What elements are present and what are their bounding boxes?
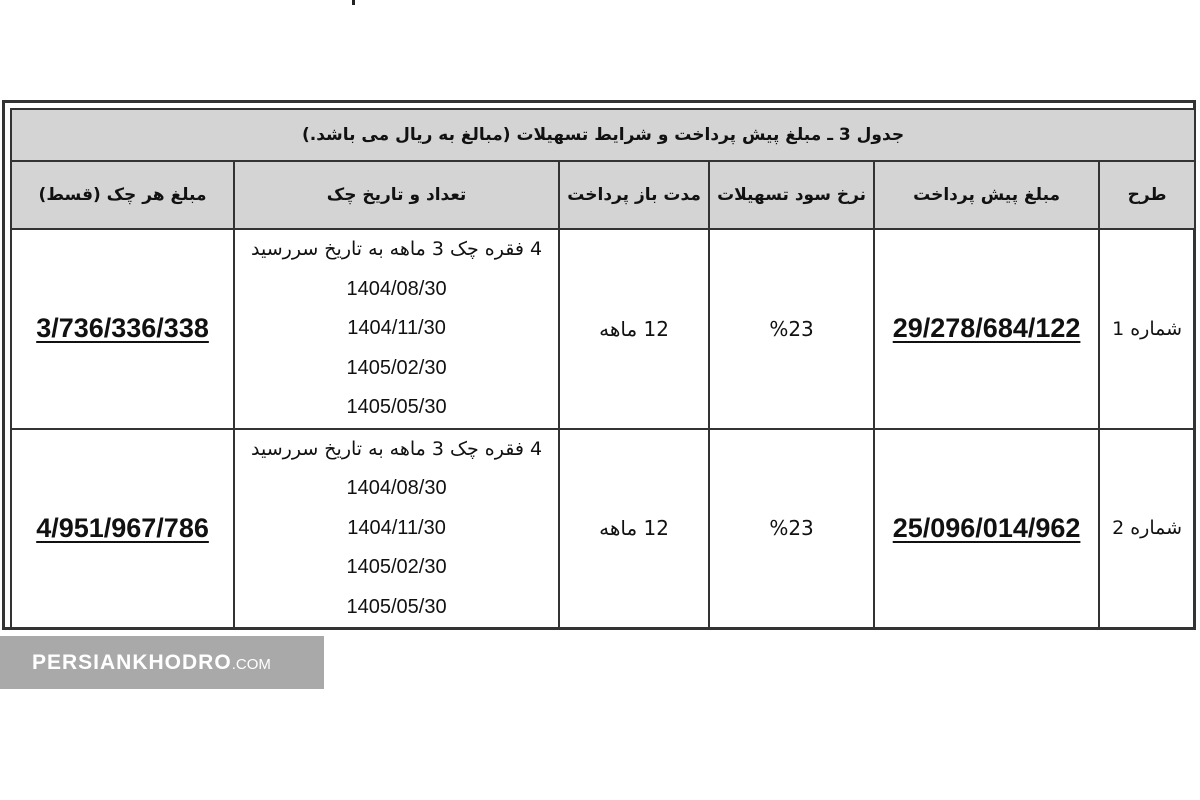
check-date: 1404/08/30 bbox=[346, 477, 447, 499]
prepayment-cell bbox=[874, 229, 1099, 429]
prepayment-amount: 25/096/014/962 bbox=[892, 512, 1081, 543]
interest-rate-cell bbox=[709, 229, 874, 429]
watermark-brand: PERSIANKHODRO bbox=[32, 650, 232, 674]
check-date: 1405/05/30 bbox=[346, 396, 447, 418]
header-prepayment: مبلغ پیش پرداخت bbox=[874, 161, 1099, 229]
interest-rate-value: %23 bbox=[769, 516, 814, 541]
payment-conditions-table-frame bbox=[2, 100, 1196, 630]
check-date: 1405/05/30 bbox=[346, 595, 447, 618]
installment-amount: 4/951/967/786 bbox=[36, 512, 209, 543]
payment-conditions-table bbox=[10, 108, 1196, 629]
term-cell: 12 ماهه bbox=[559, 229, 709, 429]
prepayment-cell bbox=[874, 429, 1099, 629]
interest-rate-cell bbox=[709, 429, 874, 629]
prepayment-amount: 29/278/684/122 bbox=[892, 313, 1081, 344]
header-interest-rate: نرخ سود تسهیلات bbox=[709, 161, 874, 229]
header-term: مدت باز پرداخت bbox=[559, 161, 709, 229]
plan-cell: شماره 1 bbox=[1099, 229, 1195, 429]
checks-description: 4 فقره چک 3 ماهه به تاریخ سررسید bbox=[251, 437, 543, 460]
header-plan: طرح bbox=[1099, 161, 1195, 229]
plan-cell: شماره 2 bbox=[1099, 429, 1195, 629]
installment-amount: 3/736/336/338 bbox=[36, 313, 209, 344]
table-row bbox=[11, 229, 1195, 429]
check-date: 1404/08/30 bbox=[346, 277, 447, 300]
checks-description: 4 فقره چک 3 ماهه به تاریخ سررسید bbox=[251, 238, 543, 260]
checks-cell bbox=[234, 429, 559, 629]
term-cell: 12 ماهه bbox=[559, 429, 709, 629]
installment-cell bbox=[11, 429, 234, 629]
installment-cell bbox=[11, 229, 234, 429]
check-date: 1404/11/30 bbox=[347, 317, 446, 339]
checks-cell bbox=[234, 229, 559, 429]
check-date: 1405/02/30 bbox=[346, 356, 447, 379]
top-edge-mark bbox=[352, 0, 355, 5]
header-installment: مبلغ هر چک (قسط) bbox=[11, 161, 234, 229]
header-checks: تعداد و تاریخ چک bbox=[234, 161, 559, 229]
watermark-domain: .COM bbox=[231, 655, 271, 673]
check-date: 1405/02/30 bbox=[346, 556, 447, 578]
interest-rate-value: %23 bbox=[769, 316, 814, 341]
table-row bbox=[11, 429, 1195, 629]
table-title: جدول 3 ـ مبلغ پیش پرداخت و شرایط تسهیلات (مبالغ به ریال می باشد.) bbox=[11, 109, 1195, 161]
check-date: 1404/11/30 bbox=[347, 516, 446, 539]
site-watermark bbox=[0, 636, 324, 689]
